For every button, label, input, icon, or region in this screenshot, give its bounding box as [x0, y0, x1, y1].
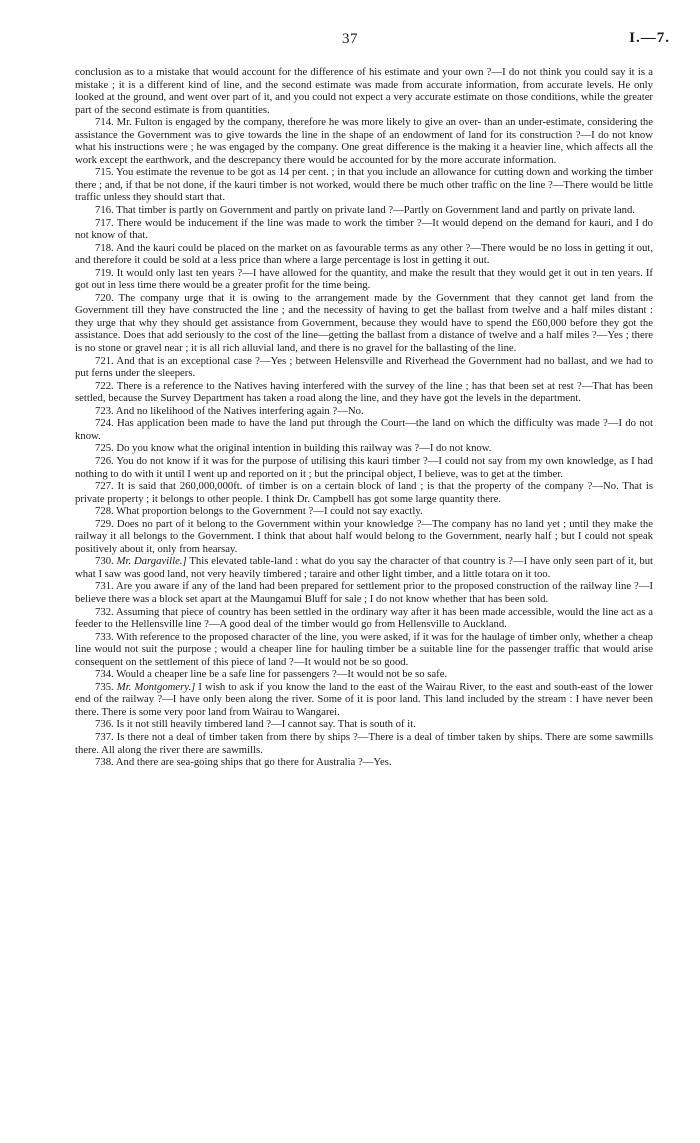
paragraph-732: 732. Assuming that piece of country has been settled in the ordinary way after it has been made accessible, would the line act as a feeder to the Hellensville line ?—A good deal of the timber would go from Hellensville to Auckland.: [75, 605, 653, 631]
paragraph-724: 724. Has application been made to have the land put through the Court—the land on which the difficulty was made ?—I do not know.: [75, 417, 653, 442]
paragraph-730: 730. Mr. Dargaville.] This elevated table-land : what do you say the character of that country is ?—I have only seen part of it, but what I saw was good land, not very heavily timbered ; taraire and other light timber, and a little totara on it too.: [75, 555, 654, 580]
paragraph-734: 734. Would a cheaper line be a safe line for passengers ?—It would not be so safe.: [95, 668, 448, 681]
page-number: 37: [342, 31, 358, 47]
paragraph-738: 738. And there are sea-going ships that go there for Australia ?—Yes.: [95, 756, 392, 769]
paragraph-735: 735. Mr. Montgomery.] I wish to ask if you know the land to the east of the Wairau River, to the east and south-east of the lower end of the railway ?—I have only been along the river. Some of it is poor land. This land included by the stream : I have never been there. There is some very poor land from Wairau to Wangarei.: [75, 680, 653, 718]
paragraph-continuation: conclusion as to a mistake that would account for the difference of his estimate and your own ?—I do not think you could say it is a mistake ; it is a different kind of line, and the second estimate was made from accurate information, from accurate levels. He only looked at the ground, and went over part of it, and you could not expect a very accurate estimate on those conditions, while the greater part of the second estimate is from quantities.: [75, 66, 653, 116]
paragraph-720: 720. The company urge that it is owing to the arrangement made by the Government that they cannot get land from the Government till they have constructed the line ; and the necessity of having to get the ballast from twelve and a half miles distant : they urge that why they should get assistance from Government, because they would have to spend the £60,000 before they got the assistance. Does that add seriously to the cost of the line—getting the ballast from a distance of twelve and a half miles ?—Yes ; there is no stone or gravel near ; it is all rich alluvial land, and there is no gravel for the ballasting of the line.: [75, 291, 653, 355]
paragraph-722: 722. There is a reference to the Natives having interfered with the survey of the line ; has that been set at rest ?—That has been settled, because the Survey Department has taken a road along the line, and they have got the levels in the department.: [75, 379, 653, 405]
document-reference: I.—7.: [629, 30, 670, 46]
speaker-name: Mr. Dargaville.]: [116, 555, 187, 568]
paragraph-736: 736. Is it not still heavily timbered land ?—I cannot say. That is south of it.: [95, 718, 416, 731]
paragraph-721: 721. And that is an exceptional case ?—Yes ; between Helensville and Riverhead the Government had no ballast, and we had to put ferns under the sleepers.: [75, 354, 653, 380]
paragraph-717: 717. There would be inducement if the line was made to work the timber ?—It would depend on the demand for kauri, and I do not know of that.: [75, 216, 653, 242]
paragraph-723: 723. And no likelihood of the Natives interfering again ?—No.: [95, 404, 364, 417]
paragraph-727: 727. It is said that 260,000,000ft. of timber is on a certain block of land ; is that the property of the company ?—No. That is private property ; it belongs to other people. I think Dr. Campbell has got some large quantity there.: [75, 480, 653, 505]
paragraph-726: 726. You do not know if it was for the purpose of utilising this kauri timber ?—I could not say from my own knowledge, as I had nothing to do with it until I went up and reported on it ; but the principal object, I believe, was to get at the timber.: [75, 454, 653, 480]
paragraph-737: 737. Is there not a deal of timber taken from there by ships ?—There is a deal of timber taken by ships. There are some sawmills there. All along the river there are sawmills.: [75, 730, 653, 756]
paragraph-725: 725. Do you know what the original intention in building this railway was ?—I do not know.: [95, 442, 492, 455]
paragraph-731: 731. Are you aware if any of the land had been prepared for settlement prior to the proposed construction of the railway line ?—I believe there was a block set apart at the Maungamui Bluff for sale ; I do not know whether that has been sold.: [75, 580, 653, 605]
paragraph-719: 719. It would only last ten years ?—I have allowed for the quantity, and make the result that they would get it out in ten years. If got out in less time there would be a greater profit for the time being.: [75, 266, 653, 292]
paragraph-716: 716. That timber is partly on Government and partly on private land ?—Partly on Government land and partly on private land.: [95, 204, 635, 217]
evidence-body: [75, 66, 653, 769]
paragraph-728: 728. What proportion belongs to the Government ?—I could not say exactly.: [95, 505, 423, 518]
paragraph-718: 718. And the kauri could be placed on the market on as favourable terms as any other ?—There would be no loss in getting it out, and therefore it could be sold at a less price than where a large percentage is lost in getting it out.: [75, 241, 653, 267]
paragraph-714: 714. Mr. Fulton is engaged by the company, therefore he was more likely to give an over- than an under-estimate, considering the assistance the Government was to give towards the line in the shape of an endowment of land for its construction ?—I do not know what his instructions were ; he was engaged by the company. One great difference is the making it a heavier line, which affects all the work except the earthwork, and the descrepancy there would be accounted for by the more accurate information.: [75, 116, 653, 166]
paragraph-729: 729. Does no part of it belong to the Government within your knowledge ?—The company has no land yet ; until they make the railway it all belongs to the Government. I think that about half would belong to the Government, nearly half ; but I could not speak positively about it, only from hearsay.: [75, 517, 653, 555]
paragraph-715: 715. You estimate the revenue to be got as 14 per cent. ; in that you include an allowance for cutting down and working the timber there ; and, if that be not done, if the kauri timber is not worked, would there be much other traffic on the line ?—There would be little traffic unless they should start that.: [75, 166, 653, 204]
speaker-name: Mr. Montgomery.]: [116, 680, 196, 693]
paragraph-733: 733. With reference to the proposed character of the line, you were asked, if it was for the haulage of timber only, whether a cheap line would not suit the purpose ; would a cheaper line for hauling timber be a suitable line for the passenger traffic that would arise consequent on the settlement of this piece of land ?—It would not be so good.: [75, 630, 653, 668]
